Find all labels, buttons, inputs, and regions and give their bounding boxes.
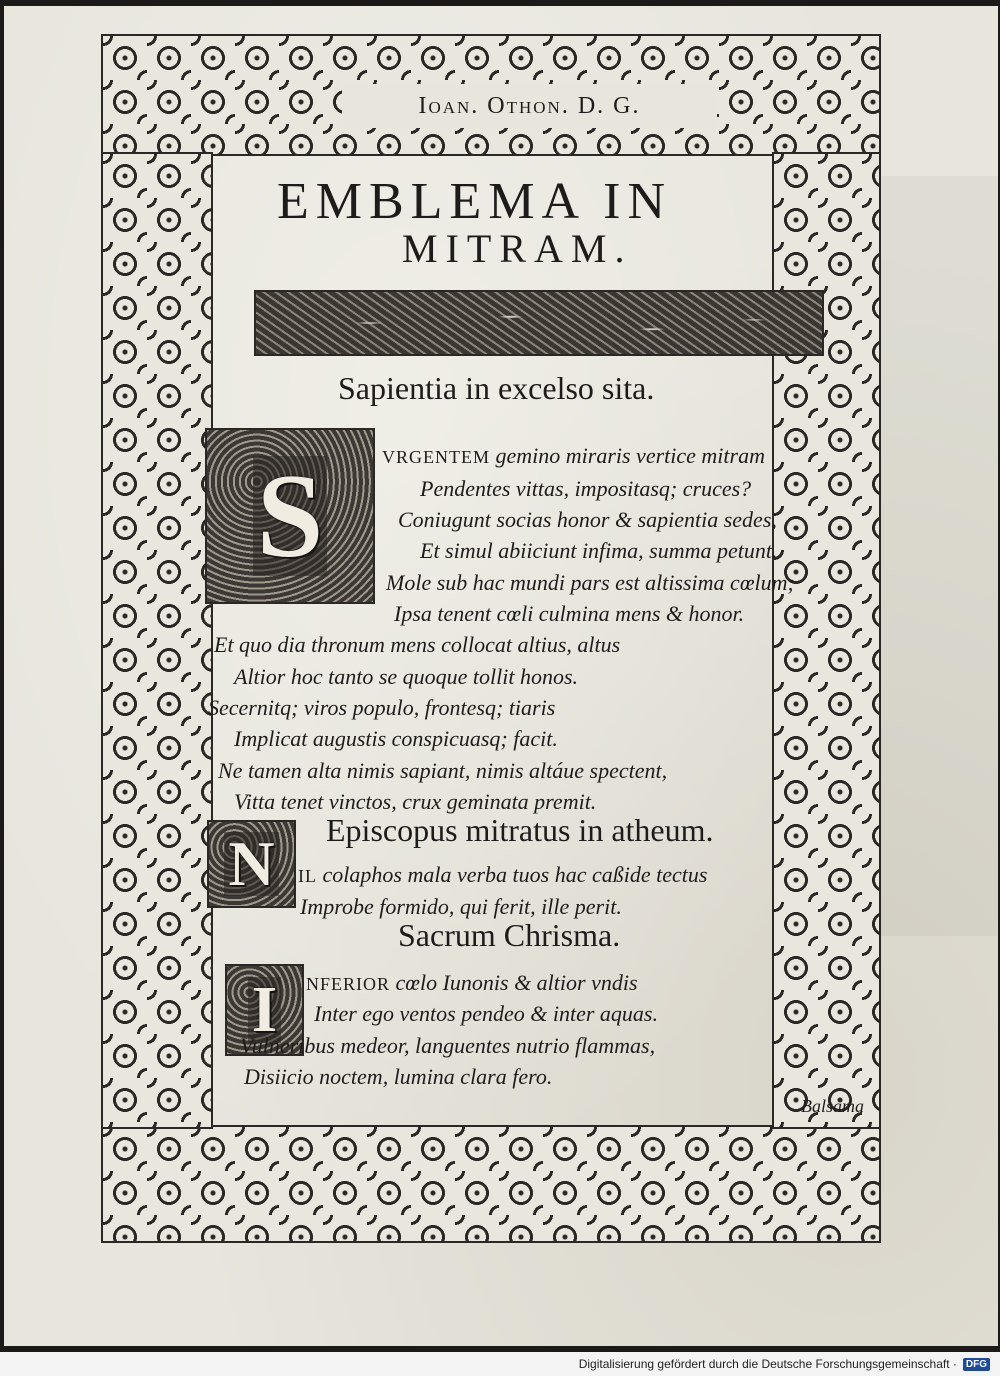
verse-opening-caps: NFERIOR xyxy=(306,974,391,994)
verse-text: Ne tamen alta nimis sapiant, nimis altáue spectent, xyxy=(218,758,668,783)
verse-line xyxy=(394,601,744,627)
page-title-line-1: EMBLEMA IN xyxy=(277,173,672,230)
drop-cap-letter: S xyxy=(253,456,328,576)
digitization-credit-bar xyxy=(0,1352,1000,1376)
subtitle-chrisma: Sacrum Chrisma. xyxy=(398,917,621,953)
verse-text: Secernitq; viros populo, frontesq; tiaris xyxy=(208,695,556,720)
verse-text: Et quo dia thronum mens collocat altius, altus xyxy=(214,632,621,657)
verse-line xyxy=(208,695,555,721)
dfg-logo: DFG xyxy=(963,1358,990,1371)
verse-line xyxy=(244,1064,552,1090)
bleed-through-shadow xyxy=(868,176,998,936)
verse-line xyxy=(386,570,795,596)
verse-line xyxy=(298,862,707,888)
verse-line xyxy=(214,632,620,658)
verse-line xyxy=(240,1033,655,1059)
verse-text: Improbe formido, qui ferit, ille perit. xyxy=(300,894,622,919)
verse-text: Ipsa tenent cœli culmina mens & honor. xyxy=(394,601,745,626)
verse-line xyxy=(218,758,667,784)
verse-line xyxy=(234,664,578,690)
ornamental-border-bottom xyxy=(103,1127,879,1241)
verse-text: Coniugunt socias honor & sapientia sedes, xyxy=(398,507,777,532)
drop-cap-n xyxy=(207,820,296,908)
ornamental-border-left xyxy=(103,154,211,1127)
verse-text: Mole sub hac mundi pars est altissima cœlum; xyxy=(386,570,795,595)
verse-text: Implicat augustis conspicuasq; facit. xyxy=(234,726,558,751)
verse-text: Inter ego ventos pendeo & inter aquas. xyxy=(314,1001,658,1026)
verse-line xyxy=(420,476,751,502)
drop-cap-s xyxy=(205,428,375,604)
verse-text: Vulneribus medeor, languentes nutrio flammas, xyxy=(240,1033,656,1058)
verse-line xyxy=(314,1001,658,1027)
verse-line xyxy=(420,538,778,564)
verse-line xyxy=(382,443,765,469)
drop-cap-letter: I xyxy=(248,977,282,1043)
catchword: Balsama xyxy=(801,1096,864,1116)
verse-line xyxy=(398,507,777,533)
drop-cap-letter: N xyxy=(224,832,278,896)
verse-line xyxy=(234,726,558,752)
verse-text: Altior hoc tanto se quoque tollit honos. xyxy=(234,664,579,689)
page-title-line-2: MITRAM. xyxy=(402,226,633,271)
verse-text: Vitta tenet vinctos, crux geminata premit. xyxy=(234,789,597,814)
verse-opening-caps: VRGENTEM xyxy=(382,447,490,467)
verse-text: cœlo Iunonis & altior vndis xyxy=(390,970,638,995)
verse-text: Et simul abiiciunt infima, summa petunt. xyxy=(420,538,778,563)
verse-text: Disiicio noctem, lumina clara fero. xyxy=(244,1064,553,1089)
verse-text: Pendentes vittas, impositasq; cruces? xyxy=(420,476,752,501)
subtitle-sapientia: Sapientia in excelso sita. xyxy=(338,370,655,406)
subtitle-episcopus: Episcopus mitratus in atheum. xyxy=(326,812,714,848)
woodcut-ornament-band xyxy=(254,290,824,356)
verse-text: colaphos mala verba tuos hac caßide tectus xyxy=(317,862,708,887)
verse-text: gemino miraris vertice mitram xyxy=(490,443,765,468)
verse-opening-caps: IL xyxy=(298,866,317,886)
credit-text: Digitalisierung gefördert durch die Deutsche Forschungsgemeinschaft · xyxy=(578,1357,957,1371)
verse-line xyxy=(306,970,638,996)
running-head: Ioan. Othon. D. G. xyxy=(342,84,717,128)
